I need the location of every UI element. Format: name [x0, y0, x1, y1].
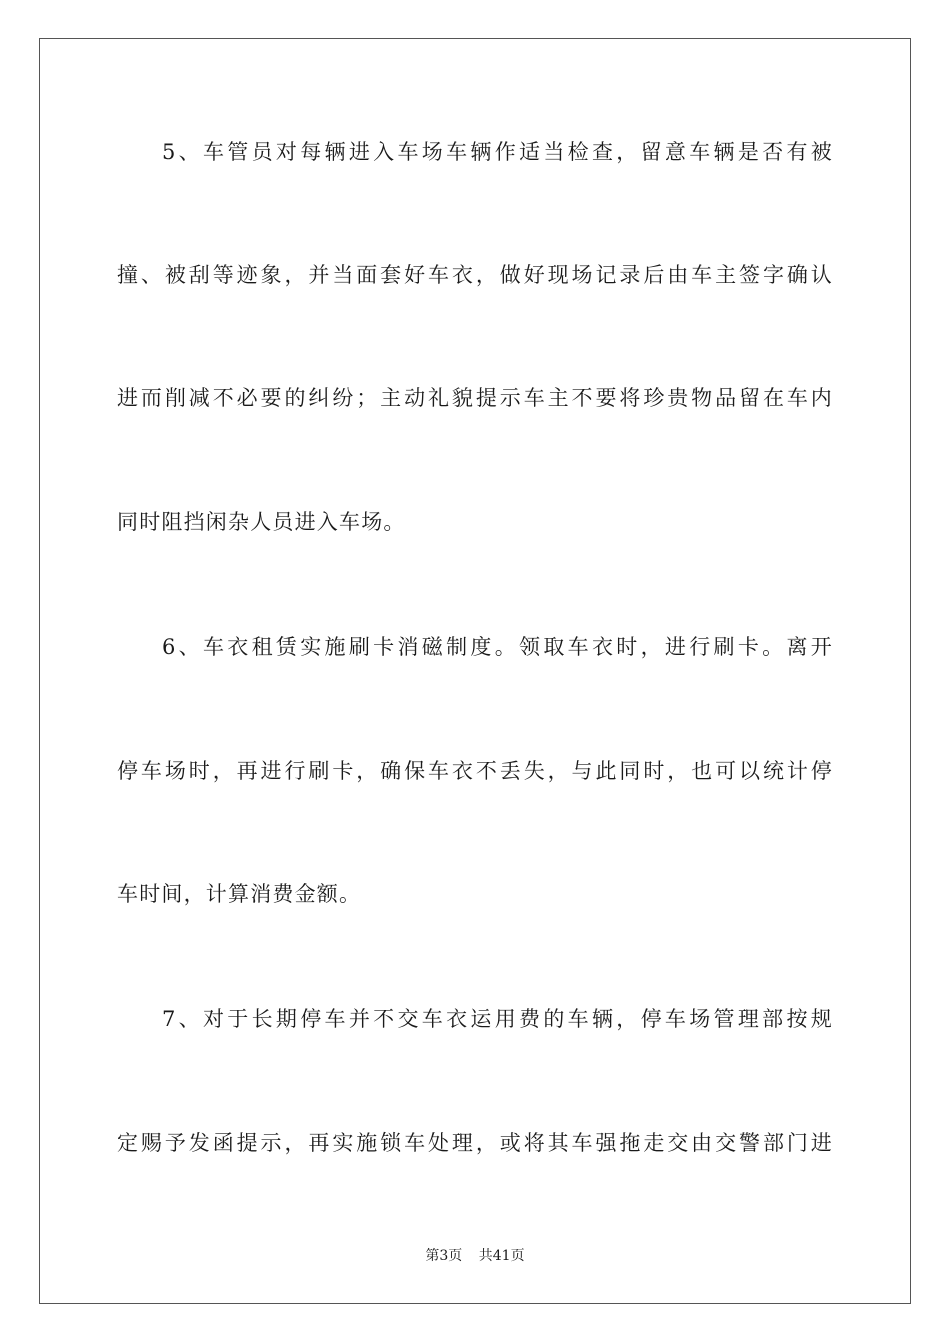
- paragraph-6-line-2: 停车场时，再进行刷卡，确保车衣不丢失，与此同时，也可以统计停: [117, 759, 833, 783]
- total-pages: 共41页: [478, 1248, 525, 1264]
- paragraph-5-line-1: 5、车管员对每辆进入车场车辆作适当检查，留意车辆是否有被: [162, 140, 833, 164]
- paragraph-5-line-4: 同时阻挡闲杂人员进入车场。: [117, 510, 406, 534]
- page-border: [39, 38, 911, 1304]
- page-footer: [0, 1247, 950, 1265]
- paragraph-6-line-1: 6、车衣租赁实施刷卡消磁制度。领取车衣时，进行刷卡。离开: [162, 635, 833, 659]
- paragraph-6-line-3: 车时间，计算消费金额。: [117, 882, 362, 906]
- paragraph-7-line-1: 7、对于长期停车并不交车衣运用费的车辆，停车场管理部按规: [162, 1007, 833, 1031]
- page-number: 第3页: [425, 1248, 463, 1264]
- paragraph-5-line-3: 进而削减不必要的纠纷；主动礼貌提示车主不要将珍贵物品留在车内: [117, 386, 833, 410]
- paragraph-7-line-2: 定赐予发函提示，再实施锁车处理，或将其车强拖走交由交警部门进: [117, 1131, 833, 1155]
- paragraph-5-line-2: 撞、被刮等迹象，并当面套好车衣，做好现场记录后由车主签字确认: [117, 263, 833, 287]
